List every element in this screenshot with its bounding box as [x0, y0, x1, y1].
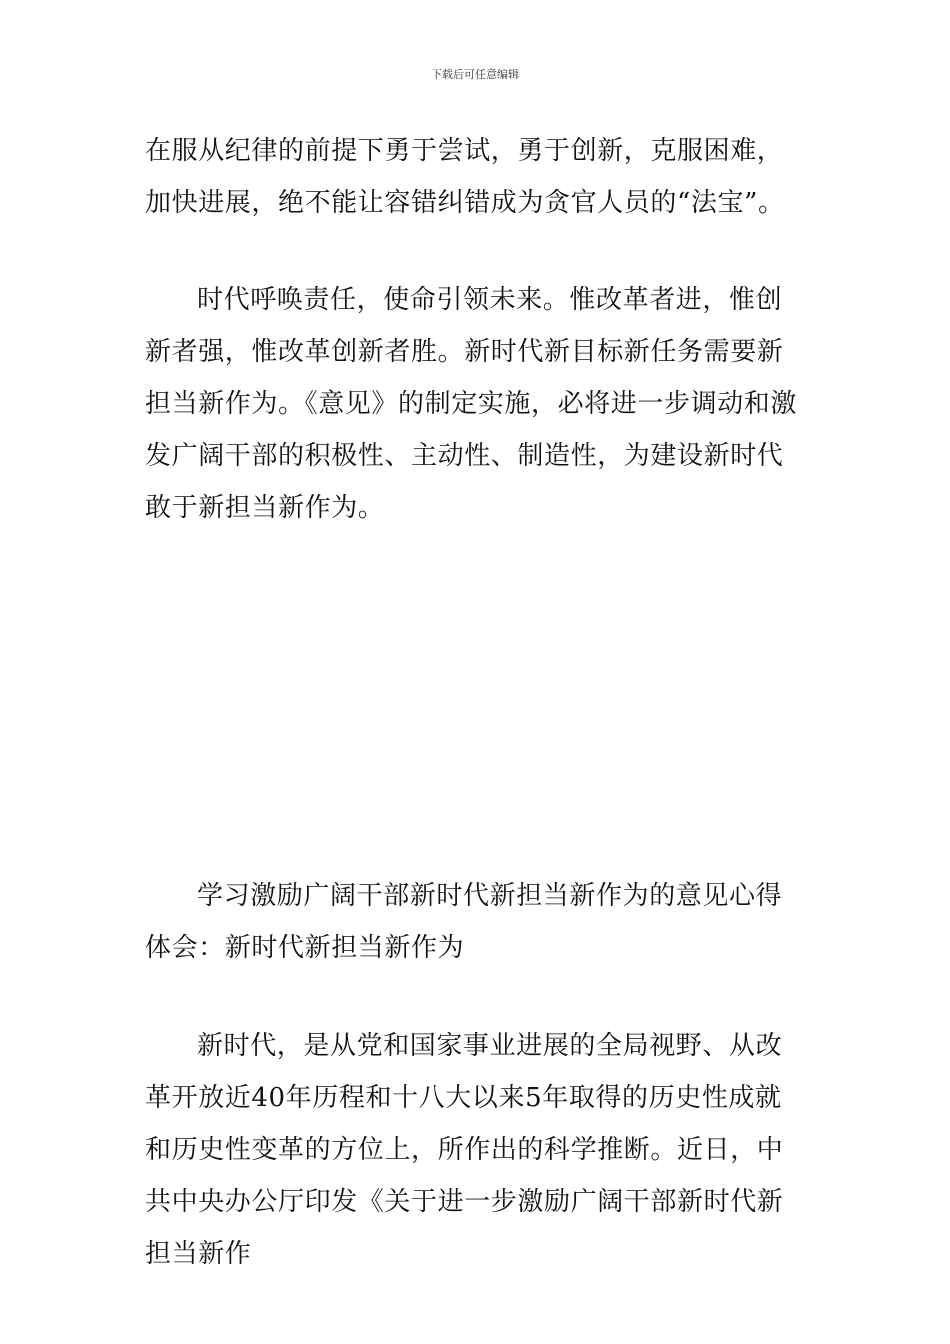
- paragraph-era-calls-responsibility: 时代呼唤责任，使命引领未来。惟改革者进，惟创新者强，惟改革创新者胜。新时代新目标新任务需要新担当新作为。《意见》的制定实施，必将进一步调动和激发广阔干部的积极性、主动性、制造性，为建设新时代敢于新担当新作为。: [145, 285, 798, 523]
- paragraph-continuation: 在服从纪律的前提下勇于尝试，勇于创新，克服困难，加快进展，绝不能让容错纠错成为贪官人员的“法宝”。: [145, 136, 785, 218]
- page-header-note: 下载后可任意编辑: [431, 68, 519, 81]
- section-title: 学习激励广阔干部新时代新担当新作为的意见心得体会：新时代新担当新作为: [145, 881, 783, 963]
- paragraph-new-era: 新时代，是从党和国家事业进展的全局视野、从改革开放近40年历程和十八大以来5年取得的历史性成就和历史性变革的方位上，所作出的科学推断。近日，中共中央办公厅印发《关于进一步激励广阔干部新时代新担当新作: [145, 1031, 784, 1269]
